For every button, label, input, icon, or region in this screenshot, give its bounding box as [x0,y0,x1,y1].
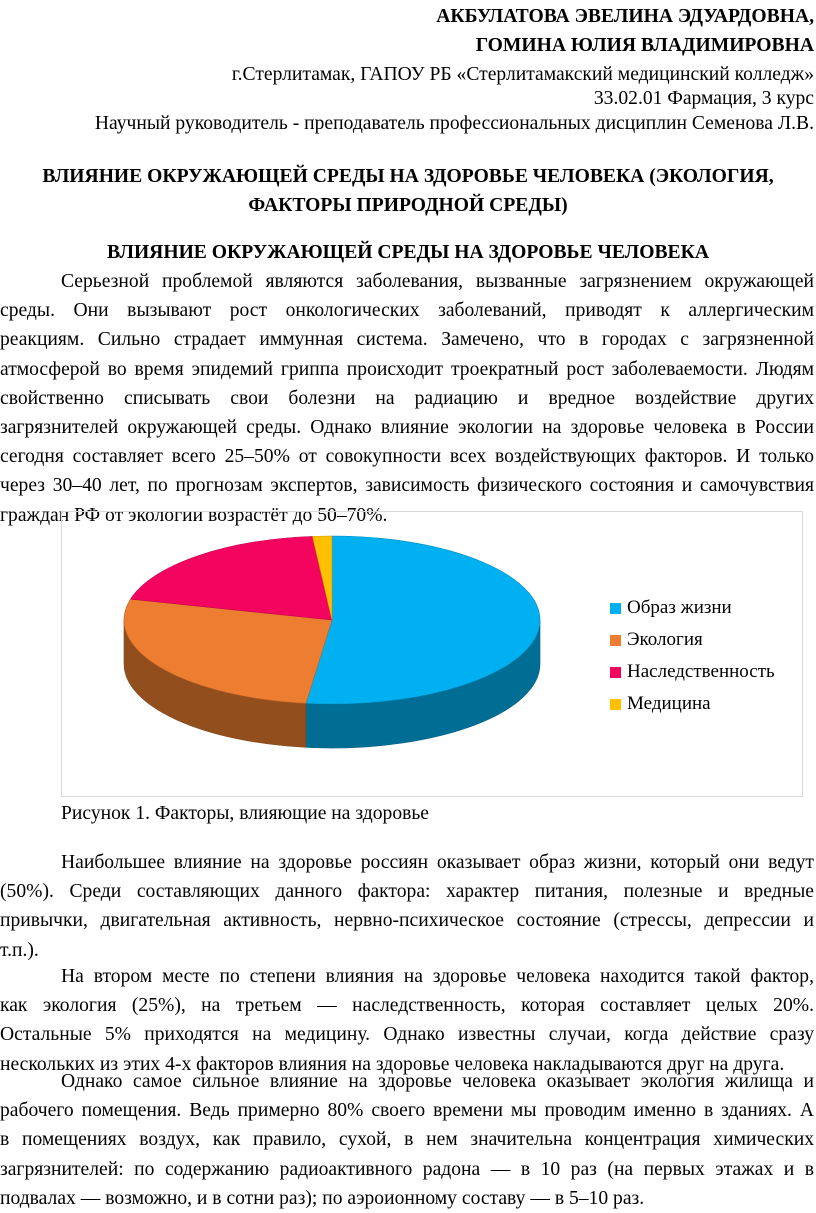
author-2: ГОМИНА ЮЛИЯ ВЛАДИМИРОВНА [475,35,814,57]
paragraph-line: (50%). Среди составляющих данного фактора: характер питания, полезные и вредные [0,881,814,903]
paragraph-line: нескольких из этих 4-х факторов влияния на здоровье человека накладываются друг на друга. [0,1053,785,1075]
legend-item [610,592,775,624]
paragraph-line: привычки, двигательная активность, нервно-психическое состояние (стрессы, депрессии и [0,910,814,932]
supervisor: Научный руководитель - преподаватель профессиональных дисциплин Семенова Л.В. [94,113,814,134]
legend-swatch [610,699,621,710]
author-1: АКБУЛАТОВА ЭВЕЛИНА ЭДУАРДОВНА, [436,6,814,27]
paragraph-line: загрязнителей: по содержанию радиоактивного радона — в 10 раз (на первых этажах и в [0,1158,814,1180]
legend-swatch [610,667,621,678]
institution: г.Стерлитамак, ГАПОУ РБ «Стерлитамакский медицинский колледж» [231,64,814,85]
legend-swatch [610,603,621,614]
legend-label: Образ жизни [627,597,732,618]
paragraph-line: реакциям. Сильно страдает иммунная система. Замечено, что в городах с загрязненной [0,329,814,351]
paragraph-line: в помещениях воздух, как правило, сухой, в нем значительна концентрация химических [0,1129,814,1151]
paragraph-3 [0,962,814,1079]
legend-swatch [610,635,621,646]
legend-label: Медицина [627,693,711,714]
document-title [0,162,816,220]
paragraph-line: свойственно списывать свои болезни на радиацию и вредное воздействие других [0,387,814,409]
figure-caption: Рисунок 1. Факторы, влияющие на здоровье [61,803,429,824]
paragraph-line: сегодня составляет всего 25–50% от совокупности всех воздействующих факторов. И только [0,446,814,468]
paragraph-line: т.п.). [0,939,39,961]
paragraph-line: рабочего помещения. Ведь примерно 80% своего времени мы проводим именно в зданиях. А [0,1100,814,1122]
chart-legend [610,592,775,720]
paragraph-line: Остальные 5% приходятся на медицину. Однако известны случаи, когда действие сразу [0,1024,814,1046]
paragraph-line: загрязнителей окружающей среды. Однако влияние экологии на здоровье человека в России [0,416,814,438]
paragraph-line: атмосферой во время эпидемий гриппа происходит троекратный рост заболеваемости. Людям [0,358,814,380]
authors [2,2,814,60]
paragraph-line: Серьезной проблемой являются заболевания, вызванные загрязнением окружающей [61,271,814,292]
paragraph-line: как экология (25%), на третьем — наследственность, которая составляет целых 20%. [0,995,814,1017]
paragraph-line: Однако самое сильное влияние на здоровье человека оказывает экология жилища и [61,1071,814,1092]
paragraph-2 [0,848,814,965]
title-line-1: ВЛИЯНИЕ ОКРУЖАЮЩЕЙ СРЕДЫ НА ЗДОРОВЬЕ ЧЕЛОВЕКА (ЭКОЛОГИЯ, [42,166,774,187]
title-line-2: ФАКТОРЫ ПРИРОДНОЙ СРЕДЫ) [248,195,568,217]
paragraph-line: граждан РФ от экологии возрастёт до 50–70%. [0,504,388,526]
paragraph-line: среды. Они вызывают рост онкологических заболеваний, приводят к аллергическим [0,300,814,322]
paragraph-4 [0,1067,814,1213]
paragraph-line: Наибольшее влияние на здоровье россиян оказывает образ жизни, который они ведут [61,852,814,873]
paragraph-line: подвалах — возможно, и в сотни раз); по аэроионному составу — в 5–10 раз. [0,1187,645,1209]
paragraph-line: через 30–40 лет, по прогнозам экспертов, зависимость физического состояния и самочувствия [0,475,814,497]
paragraph-1 [0,267,814,530]
paragraph-line: На втором месте по степени влияния на здоровье человека находится такой фактор, [61,966,814,987]
legend-item [610,656,775,688]
section-title: ВЛИЯНИЕ ОКРУЖАЮЩЕЙ СРЕДЫ НА ЗДОРОВЬЕ ЧЕЛОВЕКА [107,242,709,263]
legend-label: Экология [627,629,703,650]
legend-item [610,688,775,720]
legend-label: Наследственность [627,661,775,682]
legend-item [610,624,775,656]
course: 33.02.01 Фармация, 3 курс [593,88,814,109]
